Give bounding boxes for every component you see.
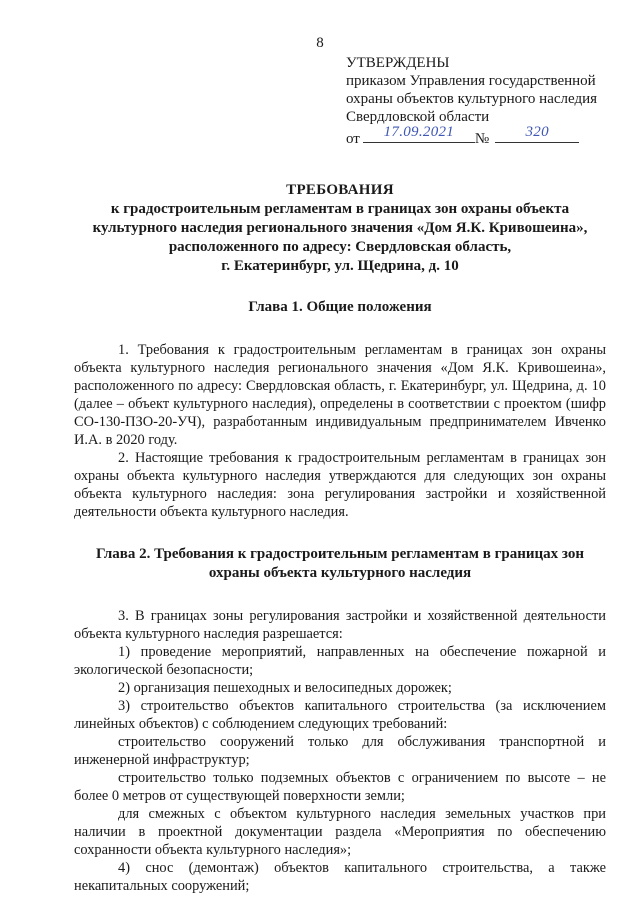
chapter-1-paragraph-2: 2. Настоящие требования к градостроительным регламентам в границах зон охраны объекта культурного наследия утверждаются для следующих зон охраны объекта культурного наследия: зона регулирования застройки и хозяйственной деятельности объекта культурного наследия. xyxy=(74,450,606,520)
number-sign: № xyxy=(474,131,490,147)
handwritten-number: 320 xyxy=(525,124,549,140)
chapter-1-title: Глава 1. Общие положения xyxy=(248,299,432,315)
chapter-2-paragraph-3: 2) организация пешеходных и велосипедных дорожек; xyxy=(118,680,452,696)
chapter-2-title-line-1: Глава 2. Требования к градостроительным регламентам в границах зон xyxy=(95,546,585,562)
chapter-2-paragraph-6: строительство только подземных объектов с ограничением по высоте – не более 0 метров от существующей поверхности земли; xyxy=(74,770,606,804)
approval-heading: УТВЕРЖДЕНЫ xyxy=(346,55,450,71)
number-field xyxy=(495,126,579,143)
chapter-2-paragraph-1: 3. В границах зоны регулирования застройки и хозяйственной деятельности объекта культурного наследия разрешается: xyxy=(74,608,606,642)
date-prefix: от xyxy=(346,131,360,147)
approval-line-3: Свердловской области xyxy=(346,109,490,125)
page-number: 8 xyxy=(316,35,324,51)
approval-date-line xyxy=(346,126,636,148)
approval-line-2: охраны объектов культурного наследия xyxy=(346,91,598,107)
title-line-3: расположенного по адресу: Свердловская область, xyxy=(168,239,512,255)
chapter-2-paragraph-7: для смежных с объектом культурного наследия земельных участков при наличии в проектной документации раздела «Мероприятия по обеспечению сохранности объекта культурного наследия»; xyxy=(74,806,606,858)
chapter-2-title-line-2: охраны объекта культурного наследия xyxy=(208,565,472,581)
title-line-1: к градостроительным регламентам в границах зон охраны объекта xyxy=(110,201,570,217)
chapter-1-paragraph-1: 1. Требования к градостроительным регламентам в границах зон охраны объекта культурного наследия регионального значения «Дом Я.К. Кривошеина», расположенного по адресу: Свердловская область, г. Екатеринбург, ул. Щедрина, д. 10 (далее – объект культурного наследия), определены в соответствии с проектом (шифр СО-130-ПЗО-20-УЧ), разработанным индивидуальным предпринимателем Ивченко И.А. в 2020 году. xyxy=(74,342,606,448)
approval-line-1: приказом Управления государственной xyxy=(346,73,596,89)
chapter-2-paragraph-4: 3) строительство объектов капитального строительства (за исключением линейных объектов) с соблюдением следующих требований: xyxy=(74,698,606,732)
title-line-4: г. Екатеринбург, ул. Щедрина, д. 10 xyxy=(221,258,459,274)
approval-stamp xyxy=(346,54,636,148)
document-title xyxy=(74,181,606,276)
document-body xyxy=(74,181,606,895)
chapter-2-title xyxy=(74,545,606,583)
date-field xyxy=(363,126,475,143)
title-heading: ТРЕБОВАНИЯ xyxy=(286,182,394,198)
chapter-2-paragraph-5: строительство сооружений только для обслуживания транспортной и инженерной инфраструктур; xyxy=(74,734,606,768)
chapter-2-paragraph-8: 4) снос (демонтаж) объектов капитального строительства, а также некапитальных сооружений; xyxy=(74,860,606,894)
title-line-2: культурного наследия регионального значения «Дом Я.К. Кривошеина», xyxy=(92,220,588,236)
handwritten-date: 17.09.2021 xyxy=(383,124,455,140)
chapter-2-paragraph-2: 1) проведение мероприятий, направленных на обеспечение пожарной и экологической безопасности; xyxy=(74,644,606,678)
